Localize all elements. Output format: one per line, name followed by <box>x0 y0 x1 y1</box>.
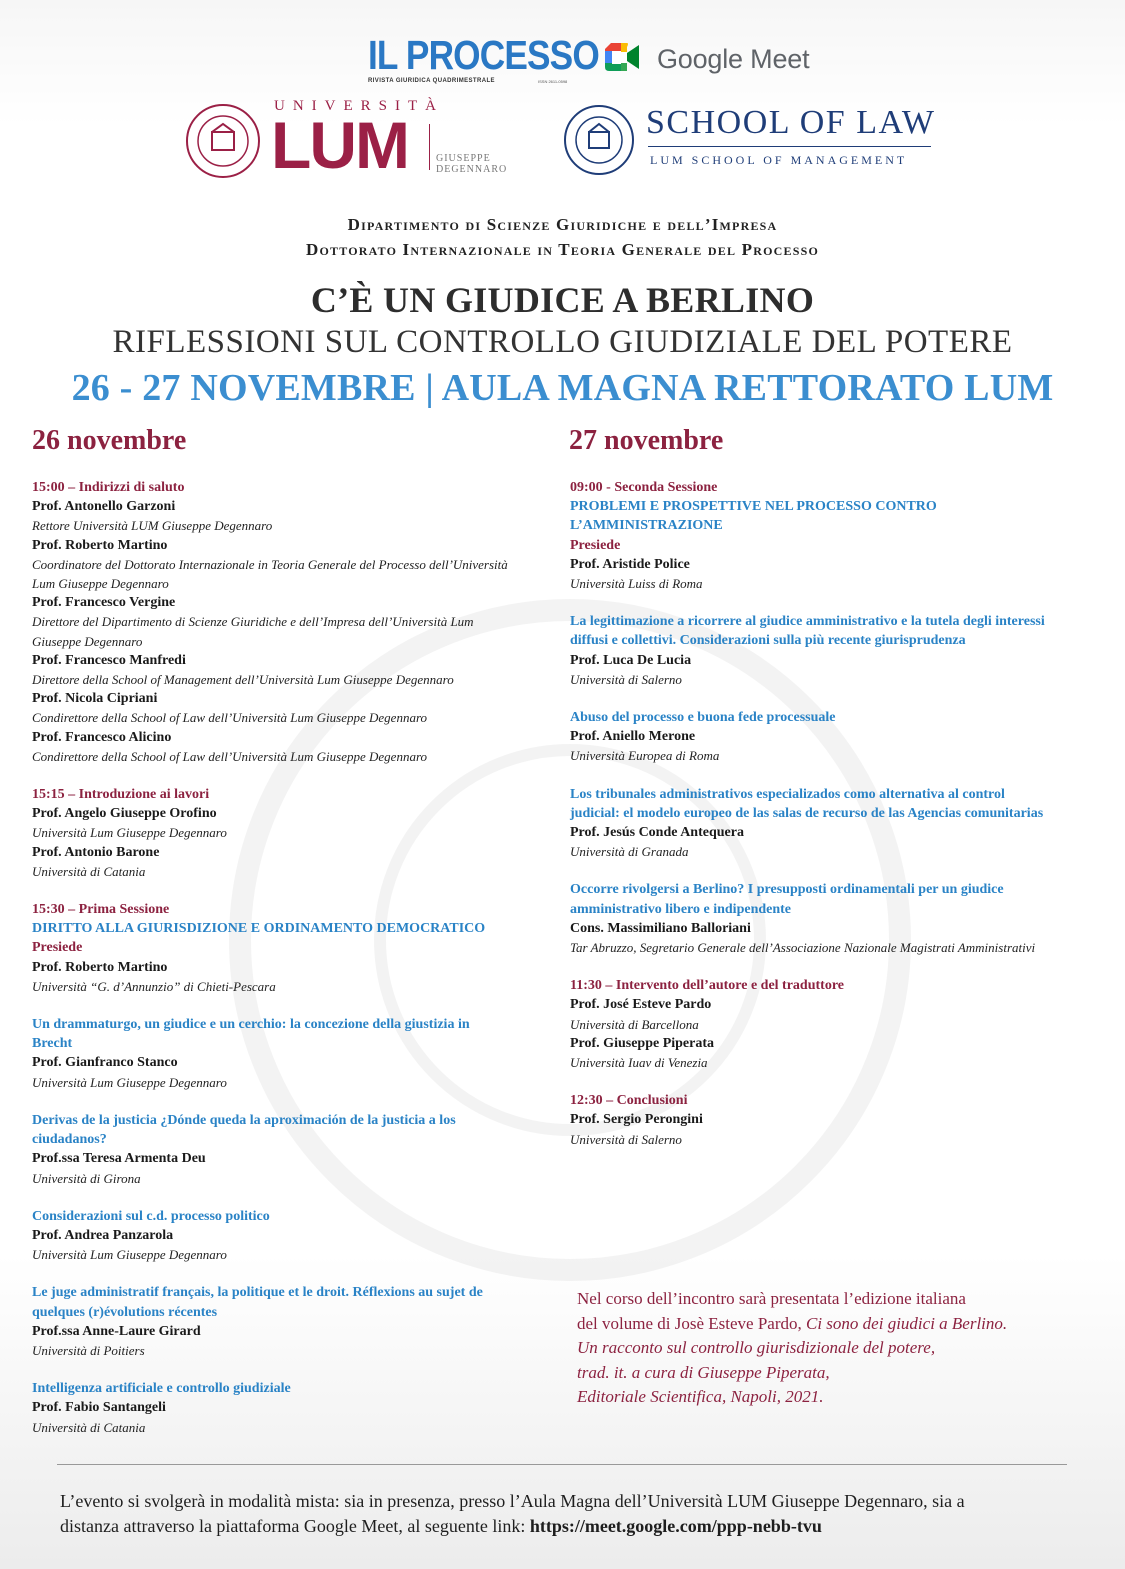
speaker-affiliation: Tar Abruzzo, Segretario Generale dell’Associazione Nazionale Magistrati Amministrativi <box>570 940 1036 956</box>
program-block <box>32 785 557 881</box>
time-slot: 11:30 – Intervento dell’autore e del traduttore <box>570 978 844 994</box>
speaker-name: Prof. Aristide Police <box>570 556 690 572</box>
talk-title: Los tribunales administrativos especializados como alternativa al control <box>570 786 1005 802</box>
program-block <box>570 708 1095 766</box>
talk-title: Considerazioni sul c.d. processo politico <box>32 1208 270 1224</box>
talk-title: Derivas de la justicia ¿Dónde queda la aproximación de la justicia a los <box>32 1112 456 1128</box>
speaker-affiliation: Direttore della School of Management dell’Università Lum Giuseppe Degennaro <box>32 672 454 688</box>
speaker-affiliation: Università Europea di Roma <box>570 748 720 764</box>
speaker-name: Prof. Fabio Santangeli <box>32 1400 166 1416</box>
speaker-name: Prof. Gianfranco Stanco <box>32 1055 178 1071</box>
book-note <box>577 1287 1007 1410</box>
speaker-affiliation: Università di Poitiers <box>32 1342 145 1358</box>
chair-label: Presiede <box>32 940 83 956</box>
talk-title: Le juge administratif français, la politique et le droit. Réflexions au sujet de <box>32 1285 483 1301</box>
speaker-affiliation: Lum Giuseppe Degennaro <box>32 576 169 592</box>
session-title: PROBLEMI E PROSPETTIVE NEL PROCESSO CONTRO <box>570 499 937 515</box>
school-of-law-seal-icon <box>563 104 635 180</box>
book-publisher: Editoriale Scientifica, Napoli, 2021. <box>577 1387 824 1406</box>
speaker-affiliation: Università di Salerno <box>570 1131 682 1147</box>
lum-giuseppe-degennaro <box>436 153 507 175</box>
speaker-affiliation: Università di Granada <box>570 844 689 860</box>
speaker-name: Prof. Francesco Alicino <box>32 729 172 745</box>
speaker-affiliation: Università Lum Giuseppe Degennaro <box>32 825 227 841</box>
speaker-affiliation: Giuseppe Degennaro <box>32 633 143 649</box>
note-text: del volume di Josè Esteve Pardo, <box>577 1313 806 1333</box>
lum-seal-icon <box>185 103 261 183</box>
book-title: Ci sono dei giudici a Berlino. <box>806 1313 1008 1333</box>
time-slot: 15:15 – Introduzione ai lavori <box>32 787 210 803</box>
talk-title: amministrativo libero e indipendente <box>570 901 792 917</box>
program-block <box>570 976 1095 1072</box>
speaker-affiliation: Coordinatore del Dottorato Internazionale in Teoria Generale del Processo dell’Università <box>32 556 508 572</box>
program-block <box>32 1015 557 1092</box>
doctorate-line: Dottorato Internazionale in Teoria Generale del Processo <box>306 240 819 259</box>
talk-title: Brecht <box>32 1036 73 1052</box>
session-title: DIRITTO ALLA GIURISDIZIONE E ORDINAMENTO DEMOCRATICO <box>32 921 486 937</box>
day1-program <box>32 478 557 1456</box>
note-line <box>577 1385 1007 1410</box>
speaker-name: Prof.ssa Anne-Laure Girard <box>32 1323 201 1339</box>
footer-info <box>60 1489 1070 1539</box>
talk-title: Occorre rivolgersi a Berlino? I presupposti ordinamentali per un giudice <box>570 882 1004 898</box>
speaker-affiliation: Università di Catania <box>32 1419 146 1435</box>
time-slot: 09:00 - Seconda Sessione <box>570 480 718 495</box>
lum-sub1: GIUSEPPE <box>436 153 491 164</box>
speaker-name: Prof. Andrea Panzarola <box>32 1227 174 1243</box>
speaker-name: Prof. Giuseppe Piperata <box>570 1035 715 1051</box>
lum-universita-text: UNIVERSITÀ <box>274 98 444 114</box>
footer-line2 <box>60 1514 1070 1539</box>
speaker-name: Prof. Roberto Martino <box>32 537 168 553</box>
lum-wordmark: LUM <box>271 108 408 182</box>
lum-sub2: DEGENNARO <box>436 164 508 175</box>
program-block <box>570 478 1095 593</box>
note-line <box>577 1361 1007 1386</box>
program-block <box>32 900 557 996</box>
footer-line1: L’evento si svolgerà in modalità mista: sia in presenza, presso l’Aula Magna dell’Università LUM Giuseppe Degennaro, sia a <box>60 1491 965 1511</box>
speaker-name: Prof. Antonello Garzoni <box>32 499 176 515</box>
speaker-name: Prof. Francesco Manfredi <box>32 652 186 668</box>
talk-title: Intelligenza artificiale e controllo giudiziale <box>32 1381 291 1397</box>
program-block <box>570 880 1095 957</box>
talk-title: Abuso del processo e buona fede processuale <box>570 710 836 726</box>
note-line <box>577 1336 1007 1361</box>
speaker-name: Prof. Antonio Barone <box>32 844 160 860</box>
session-title: L’AMMINISTRAZIONE <box>570 518 723 534</box>
day1-heading: 26 novembre <box>32 425 187 456</box>
talk-title: quelques (r)évolutions récentes <box>32 1304 218 1320</box>
program-block <box>32 1379 557 1437</box>
school-of-law-title: SCHOOL OF LAW <box>646 104 936 141</box>
speaker-name: Cons. Massimiliano Balloriani <box>570 920 751 936</box>
speaker-affiliation: Università Lum Giuseppe Degennaro <box>32 1247 227 1263</box>
speaker-affiliation: Condirettore della School of Law dell’Università Lum Giuseppe Degennaro <box>32 748 428 764</box>
speaker-name: Prof. Sergio Perongini <box>570 1112 703 1128</box>
department-line: Dipartimento di Scienze Giuridiche e dell’Impresa <box>347 215 778 234</box>
program-block <box>32 478 557 766</box>
google-meet-logo <box>603 41 809 77</box>
time-slot: 15:00 – Indirizzi di saluto <box>32 480 185 495</box>
chair-label: Presiede <box>570 537 621 553</box>
speaker-name: Prof. José Esteve Pardo <box>570 997 712 1013</box>
time-slot: 12:30 – Conclusioni <box>570 1093 688 1109</box>
lum-divider <box>429 124 430 170</box>
program-block <box>570 785 1095 862</box>
speaker-affiliation: Condirettore della School of Law dell’Università Lum Giuseppe Degennaro <box>32 710 428 726</box>
speaker-name: Prof. Angelo Giuseppe Orofino <box>32 806 217 822</box>
program-block <box>32 1111 557 1188</box>
il-processo-issn: ISSN 2611-0598 <box>538 79 568 84</box>
talk-title: judicial: el modelo europeo de las salas de recurso de las Agencias comunitarias <box>570 805 1044 821</box>
program-block <box>32 1207 557 1265</box>
school-of-law-subtitle: LUM SCHOOL OF MANAGEMENT <box>650 153 908 167</box>
department-heading <box>0 212 1125 262</box>
talk-title: Un drammaturgo, un giudice e un cerchio: la concezione della giustizia in <box>32 1017 470 1033</box>
program-block <box>32 1283 557 1360</box>
footer-line2-text: distanza attraverso la piattaforma Google Meet, al seguente link: <box>60 1516 530 1536</box>
meet-link[interactable]: https://meet.google.com/ppp-nebb-tvu <box>529 1516 822 1536</box>
speaker-affiliation: Università Iuav di Venezia <box>570 1055 708 1071</box>
event-subtitle: RIFLESSIONI SUL CONTROLLO GIUDIZIALE DEL POTERE <box>112 324 1013 360</box>
event-date-venue: 26 - 27 NOVEMBRE | AULA MAGNA RETTORATO LUM <box>71 367 1054 409</box>
note-line: Nel corso dell’incontro sarà presentata l’edizione italiana <box>577 1289 966 1308</box>
speaker-affiliation: Università di Barcellona <box>570 1016 699 1032</box>
speaker-affiliation: Università di Salerno <box>570 671 682 687</box>
program-block <box>570 1091 1095 1149</box>
talk-title: ciudadanos? <box>32 1132 107 1148</box>
speaker-name: Prof. Jesús Conde Antequera <box>570 825 744 841</box>
event-title: C’È UN GIUDICE A BERLINO <box>310 280 815 320</box>
time-slot: 15:30 – Prima Sessione <box>32 902 170 918</box>
program-block <box>570 612 1095 689</box>
speaker-affiliation: Direttore del Dipartimento di Scienze Giuridiche e dell’Impresa dell’Università Lum <box>32 614 474 630</box>
footer-divider <box>57 1464 1067 1465</box>
speaker-affiliation: Università Lum Giuseppe Degennaro <box>32 1074 227 1090</box>
speaker-name: Prof. Aniello Merone <box>570 729 696 745</box>
speaker-name: Prof. Francesco Vergine <box>32 595 176 611</box>
speaker-affiliation: Università Luiss di Roma <box>570 576 703 592</box>
speaker-name: Prof. Luca De Lucia <box>570 652 692 668</box>
day2-heading: 27 novembre <box>569 425 724 456</box>
google-meet-label: Google Meet <box>657 43 810 74</box>
speaker-affiliation: Rettore Università LUM Giuseppe Degennaro <box>32 518 273 534</box>
talk-title: diffusi e collettivi. Considerazioni sulla più recente giurisprudenza <box>570 633 966 649</box>
school-of-law-rule <box>648 146 931 147</box>
speaker-affiliation: Università “G. d’Annunzio” di Chieti-Pescara <box>32 978 276 994</box>
google-meet-icon <box>603 41 641 77</box>
il-processo-subtitle: RIVISTA GIURIDICA QUADRIMESTRALE <box>368 78 495 84</box>
speaker-name: Prof. Nicola Cipriani <box>32 691 158 707</box>
speaker-affiliation: Università di Catania <box>32 863 146 879</box>
note-line <box>577 1312 1007 1337</box>
book-subtitle: Un racconto sul controllo giurisdizionale del potere, <box>577 1338 936 1357</box>
il-processo-logo <box>368 32 636 84</box>
day2-program <box>570 478 1095 1168</box>
speaker-name: Prof. Roberto Martino <box>32 959 168 975</box>
il-processo-title: IL PROCESSO <box>368 32 599 78</box>
talk-title: La legittimazione a ricorrere al giudice amministrativo e la tutela degli interessi <box>570 614 1045 630</box>
speaker-name: Prof.ssa Teresa Armenta Deu <box>32 1151 206 1167</box>
speaker-affiliation: Università di Girona <box>32 1170 141 1186</box>
book-translation: trad. it. a cura di Giuseppe Piperata, <box>577 1362 830 1382</box>
